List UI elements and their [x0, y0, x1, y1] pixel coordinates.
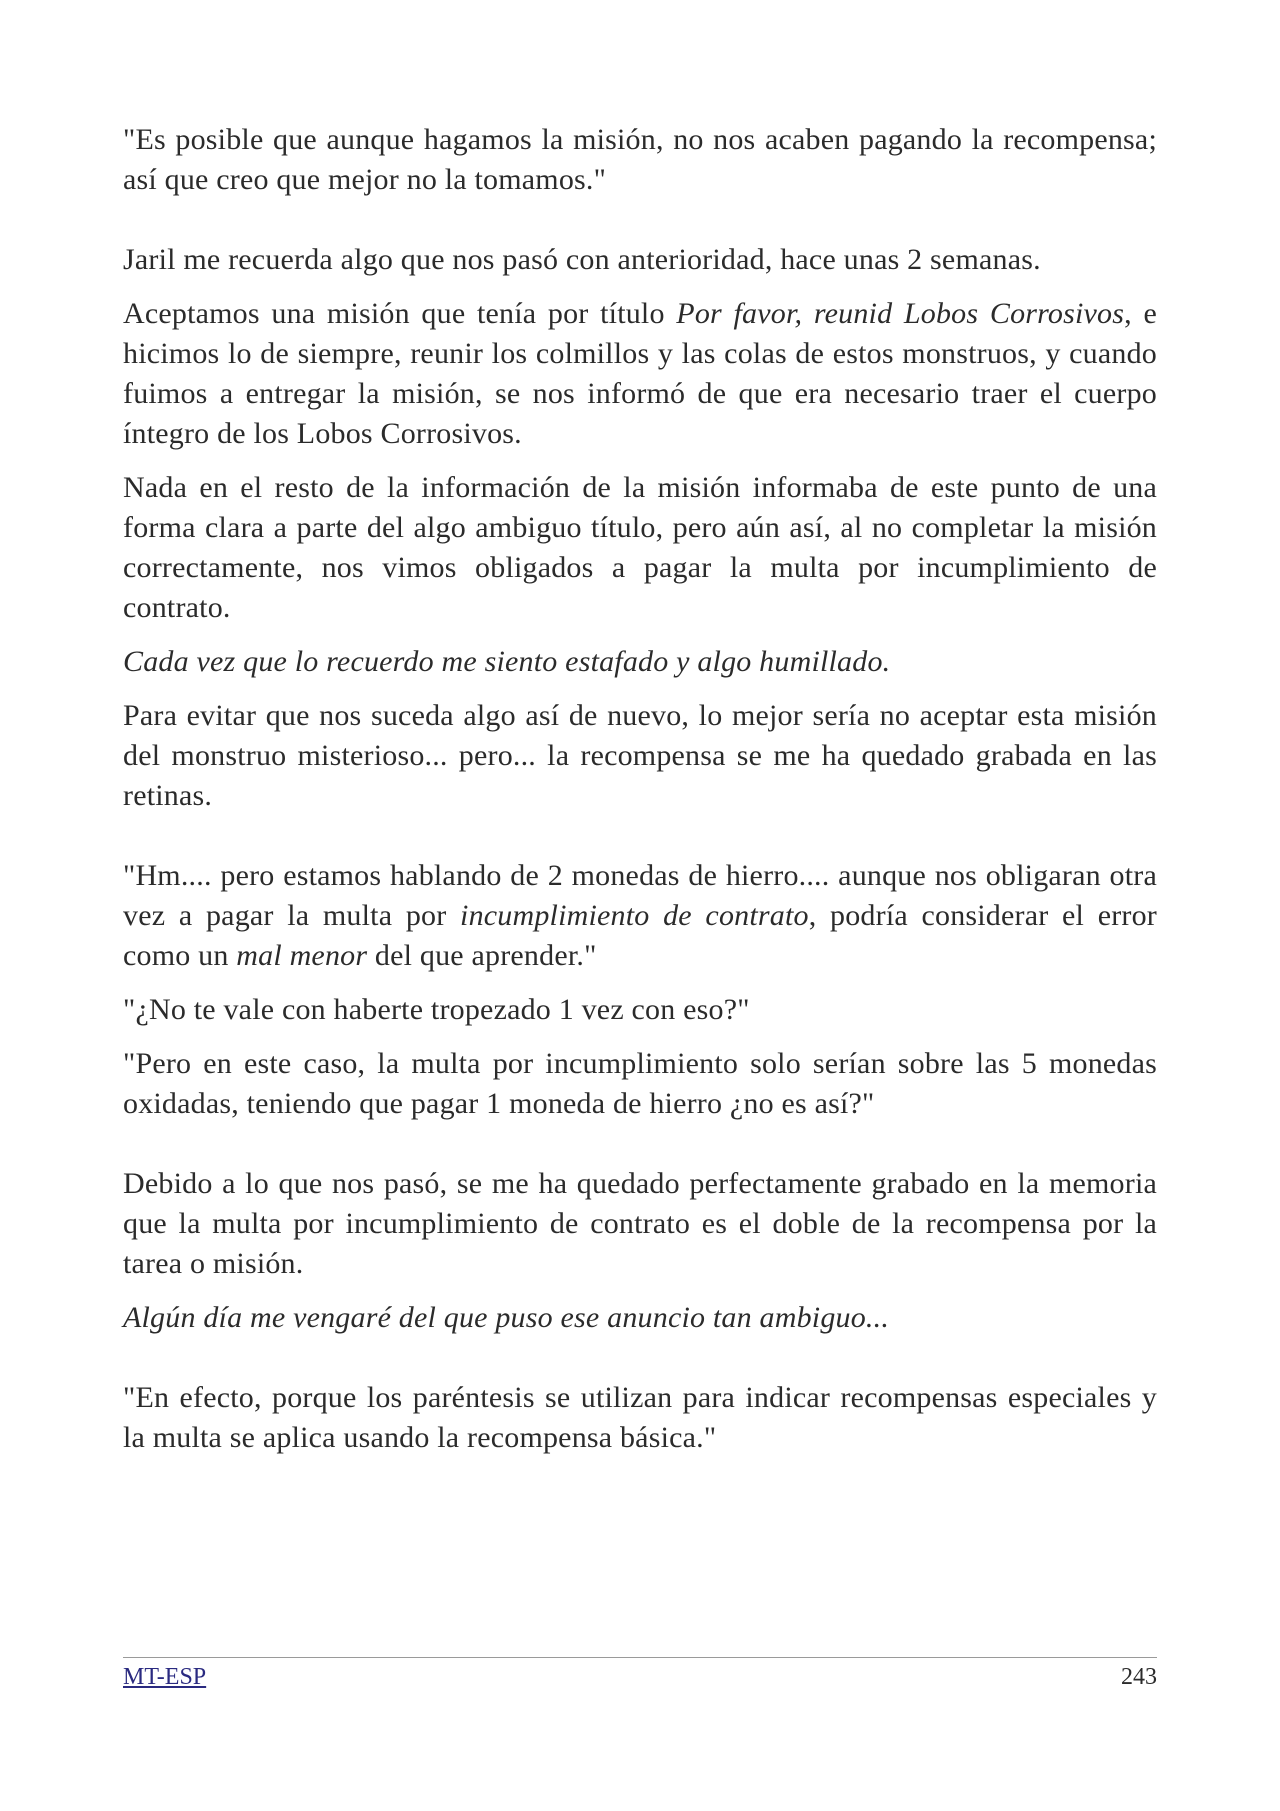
- footer-source-link[interactable]: MT-ESP: [123, 1664, 207, 1690]
- body-paragraph: [123, 990, 1157, 1030]
- text-run: Para evitar que nos suceda algo así de nuevo, lo mejor sería no aceptar esta misión del monstruo misterioso... pero... la recompensa se me ha quedado grabada en las retinas.: [123, 699, 1157, 812]
- italic-text: Cada vez que lo recuerdo me siento estafado y algo humillado.: [123, 645, 891, 678]
- text-run: , podría considerar el error como un: [123, 899, 1157, 972]
- italic-text: mal menor: [236, 939, 368, 972]
- text-run: Jaril me recuerda algo que nos pasó con anterioridad, hace unas 2 semanas.: [123, 243, 1041, 276]
- body-paragraph: [123, 1164, 1157, 1284]
- text-run: , e hicimos lo de siempre, reunir los colmillos y las colas de estos monstruos, y cuando fuimos a entregar la misión, se nos informó de que era necesario traer el cuerpo íntegro de los Lobos Corrosivos.: [123, 297, 1157, 450]
- body-paragraph: [123, 1378, 1157, 1458]
- body-paragraph: [123, 294, 1157, 454]
- text-run: "¿No te vale con haberte tropezado 1 vez con eso?": [123, 993, 750, 1026]
- inner-thought-paragraph: [123, 642, 1157, 682]
- body-paragraph: [123, 240, 1157, 280]
- page-number: 243: [1121, 1664, 1157, 1690]
- text-run: "Pero en este caso, la multa por incumplimiento solo serían sobre las 5 monedas oxidadas, teniendo que pagar 1 moneda de hierro ¿no es así?": [123, 1047, 1157, 1120]
- text-run: "En efecto, porque los paréntesis se utilizan para indicar recompensas especiales y la multa se aplica usando la recompensa básica.": [123, 1381, 1157, 1454]
- text-run: del que aprender.": [367, 939, 597, 972]
- inner-thought-paragraph: [123, 1298, 1157, 1338]
- body-paragraph: [123, 856, 1157, 976]
- text-run: "Hm.... pero estamos hablando de 2 monedas de hierro.... aunque nos obligaran otra vez a pagar la multa por: [123, 859, 1157, 932]
- italic-text: incumplimiento de contrato: [460, 899, 809, 932]
- text-run: Debido a lo que nos pasó, se me ha quedado perfectamente grabado en la memoria que la multa por incumplimiento de contrato es el doble de la recompensa por la tarea o misión.: [123, 1167, 1157, 1280]
- body-paragraph: [123, 696, 1157, 816]
- italic-text: Por favor, reunid Lobos Corrosivos: [676, 297, 1125, 330]
- text-run: Aceptamos una misión que tenía por título: [123, 297, 677, 330]
- page-content: [123, 120, 1157, 1472]
- text-run: "Es posible que aunque hagamos la misión, no nos acaben pagando la recompensa; así que creo que mejor no la tomamos.": [123, 123, 1157, 196]
- body-paragraph: [123, 1044, 1157, 1124]
- italic-text: Algún día me vengaré del que puso ese anuncio tan ambiguo...: [123, 1301, 890, 1334]
- page-footer: [123, 1657, 1157, 1691]
- body-paragraph: [123, 468, 1157, 628]
- text-run: Nada en el resto de la información de la misión informaba de este punto de una forma clara a parte del algo ambiguo título, pero aún así, al no completar la misión correctamente, nos vimos obligados a pagar la multa por incumplimiento de contrato.: [123, 471, 1157, 624]
- body-paragraph: [123, 120, 1157, 200]
